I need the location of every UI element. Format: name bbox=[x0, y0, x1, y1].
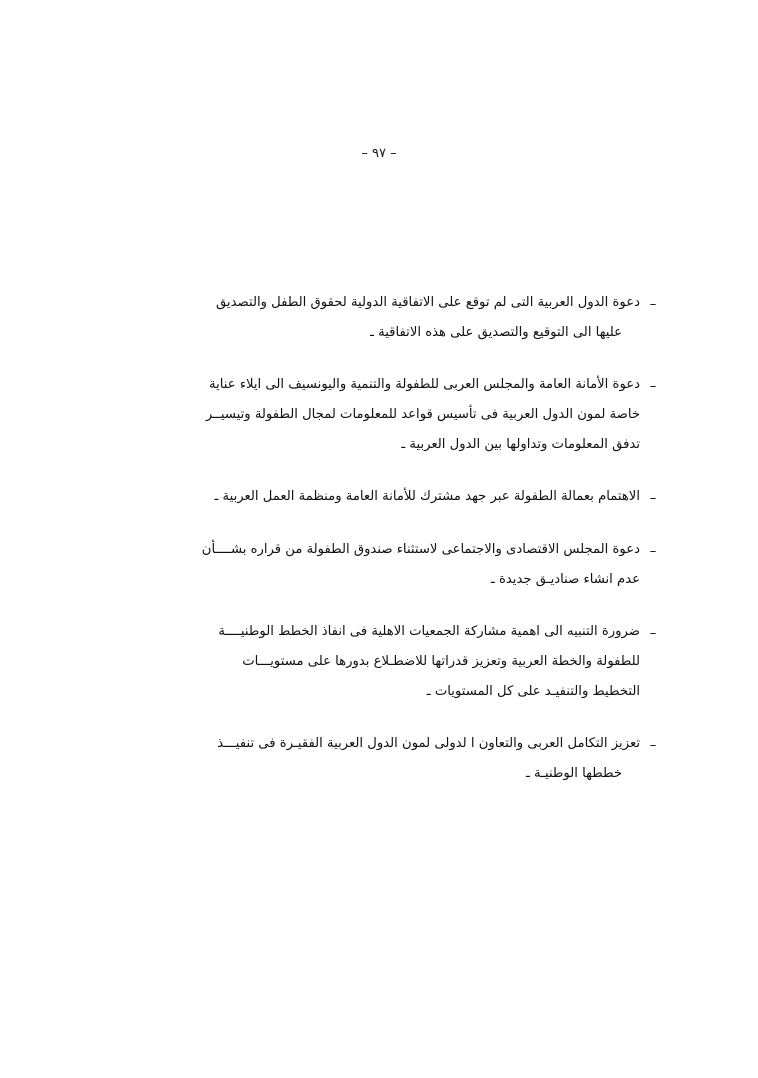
bullet-dash: – bbox=[649, 296, 657, 312]
list-item bbox=[92, 482, 666, 513]
list-item-body bbox=[92, 535, 640, 595]
paragraph-line: الاهتمام بعمالة الطفولة عبر جهد مشترك للأمانة العامة ومنظمة العمل العربية ـ bbox=[214, 489, 640, 504]
list-item-body bbox=[92, 617, 640, 707]
paragraph-line: دعوة المجلس الاقتصادى والاجتماعى لاستثناء صندوق الطفولة من قراره بشــــأن bbox=[201, 542, 640, 557]
list-item bbox=[92, 617, 666, 707]
list-item bbox=[92, 370, 666, 460]
paragraph-line: خططها الوطنيـة ـ bbox=[525, 766, 622, 781]
paragraph-line: ضرورة التنبيه الى اهمية مشاركة الجمعيات الاهلية فى انفاذ الخطط الوطنيــــة bbox=[218, 624, 640, 639]
bullet-dash: – bbox=[649, 378, 657, 394]
list-item bbox=[92, 535, 666, 595]
list-item bbox=[92, 288, 666, 348]
list-item-body bbox=[92, 370, 640, 460]
list-item-body bbox=[92, 729, 640, 789]
paragraph-line: دعوة الدول العربية التى لم توقع على الاتفاقية الدولية لحقوق الطفل والتصديق bbox=[215, 295, 640, 310]
paragraph-line: للطفولة والخطة العربية وتعزيز قدراتها للاضطـلاع بدورها على مستويـــات bbox=[242, 654, 640, 669]
page-number: – ٩٧ – bbox=[361, 146, 397, 161]
list-item bbox=[92, 729, 666, 789]
paragraph-line: التخطيط والتنفيـد على كل المستويات ـ bbox=[426, 684, 640, 699]
paragraph-line: عدم انشاء صناديـق جديدة ـ bbox=[490, 572, 640, 587]
paragraph-line: تدفق المعلومات وتداولها بين الدول العربية ـ bbox=[401, 437, 640, 452]
bullet-dash: – bbox=[649, 737, 657, 753]
list-item-body bbox=[92, 288, 640, 348]
paragraph-line: دعوة الأمانة العامة والمجلس العربى للطفولة والتنمية واليونسيف الى ايلاء عناية bbox=[209, 377, 640, 392]
list-item-body bbox=[92, 482, 640, 512]
bullet-dash: – bbox=[649, 625, 657, 641]
bullet-dash: – bbox=[649, 490, 657, 506]
paragraph-line: خاصة لمون الدول العربية فى تأسيس قواعد للمعلومات لمجال الطفولة وتيسيــر bbox=[205, 407, 640, 422]
paragraph-line: تعزيز التكامل العربى والتعاون ا لدولى لمون الدول العربية الفقيـرة فى تنفيـــذ bbox=[217, 736, 640, 751]
bullet-dash: – bbox=[649, 543, 657, 559]
paragraph-line: عليها الى التوقيع والتصديق على هذه الاتفاقية ـ bbox=[370, 325, 622, 340]
document-body bbox=[92, 288, 666, 811]
